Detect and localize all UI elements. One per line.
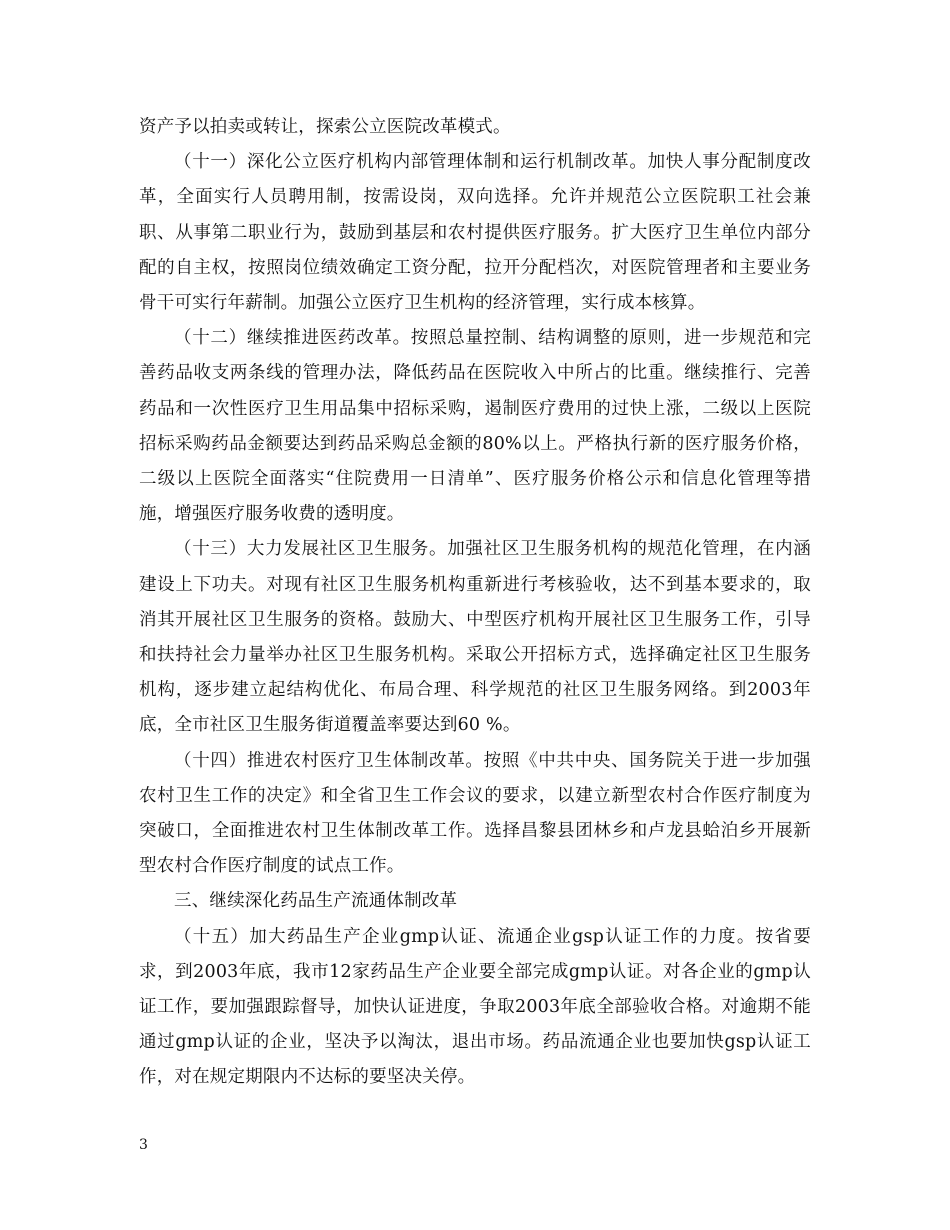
paragraph-5: （十四）推进农村医疗卫生体制改革。按照《中共中央、国务院关于进一步加强农村卫生工作的决定》和全省卫生工作会议的要求，以建立新型农村合作医疗制度为突破口，全面推进农村卫生体制改革工作。选择昌黎县团林乡和卢龙县蛤泊乡开展新型农村合作医疗制度的试点工作。	[139, 750, 811, 877]
paragraph-7: （十五）加大药品生产企业gmp认证、流通企业gsp认证工作的力度。按省要求，到2003年底，我市12家药品生产企业要全部完成gmp认证。对各企业的gmp认证工作，要加强跟踪督导，加快认证进度，争取2003年底全部验收合格。对逾期不能通过gmp认证的企业，坚决予以淘汰，退出市场。药品流通企业也要加快gsp认证工作，对在规定期限内不达标的要坚决关停。	[139, 926, 811, 1088]
section-heading: 三、继续深化药品生产流通体制改革	[174, 891, 458, 912]
paragraph-4: （十三）大力发展社区卫生服务。加强社区卫生服务机构的规范化管理，在内涵建设上下功夫。对现有社区卫生服务机构重新进行考核验收，达不到基本要求的，取消其开展社区卫生服务的资格。鼓励大、中型医疗机构开展社区卫生服务工作，引导和扶持社会力量举办社区卫生服务机构。采取公开招标方式，选择确定社区卫生服务机构，逐步建立起结构优化、布局合理、科学规范的社区卫生服务网络。到2003年底，全市社区卫生服务街道覆盖率要达到60 %。	[139, 539, 811, 736]
document-body	[139, 110, 811, 1096]
paragraph-2: （十一）深化公立医疗机构内部管理体制和运行机制改革。加快人事分配制度改革，全面实行人员聘用制，按需设岗，双向选择。允许并规范公立医院职工社会兼职、从事第二职业行为，鼓励到基层和农村提供医疗服务。扩大医疗卫生单位内部分配的自主权，按照岗位绩效确定工资分配，拉开分配档次，对医院管理者和主要业务骨干可实行年薪制。加强公立医疗卫生机构的经济管理，实行成本核算。	[139, 152, 811, 314]
paragraph-1: 资产予以拍卖或转让，探索公立医院改革模式。	[139, 117, 511, 137]
paragraph-3: （十二）继续推进医药改革。按照总量控制、结构调整的原则，进一步规范和完善药品收支两条线的管理办法，降低药品在医院收入中所占的比重。继续推行、完善药品和一次性医疗卫生用品集中招标采购，遏制医疗费用的过快上涨，二级以上医院招标采购药品金额要达到药品采购总金额的80%以上。严格执行新的医疗服务价格，二级以上医院全面落实“住院费用一日清单”、医疗服务价格公示和信息化管理等措施，增强医疗服务收费的透明度。	[139, 328, 811, 525]
page-number: 3	[139, 1137, 148, 1153]
